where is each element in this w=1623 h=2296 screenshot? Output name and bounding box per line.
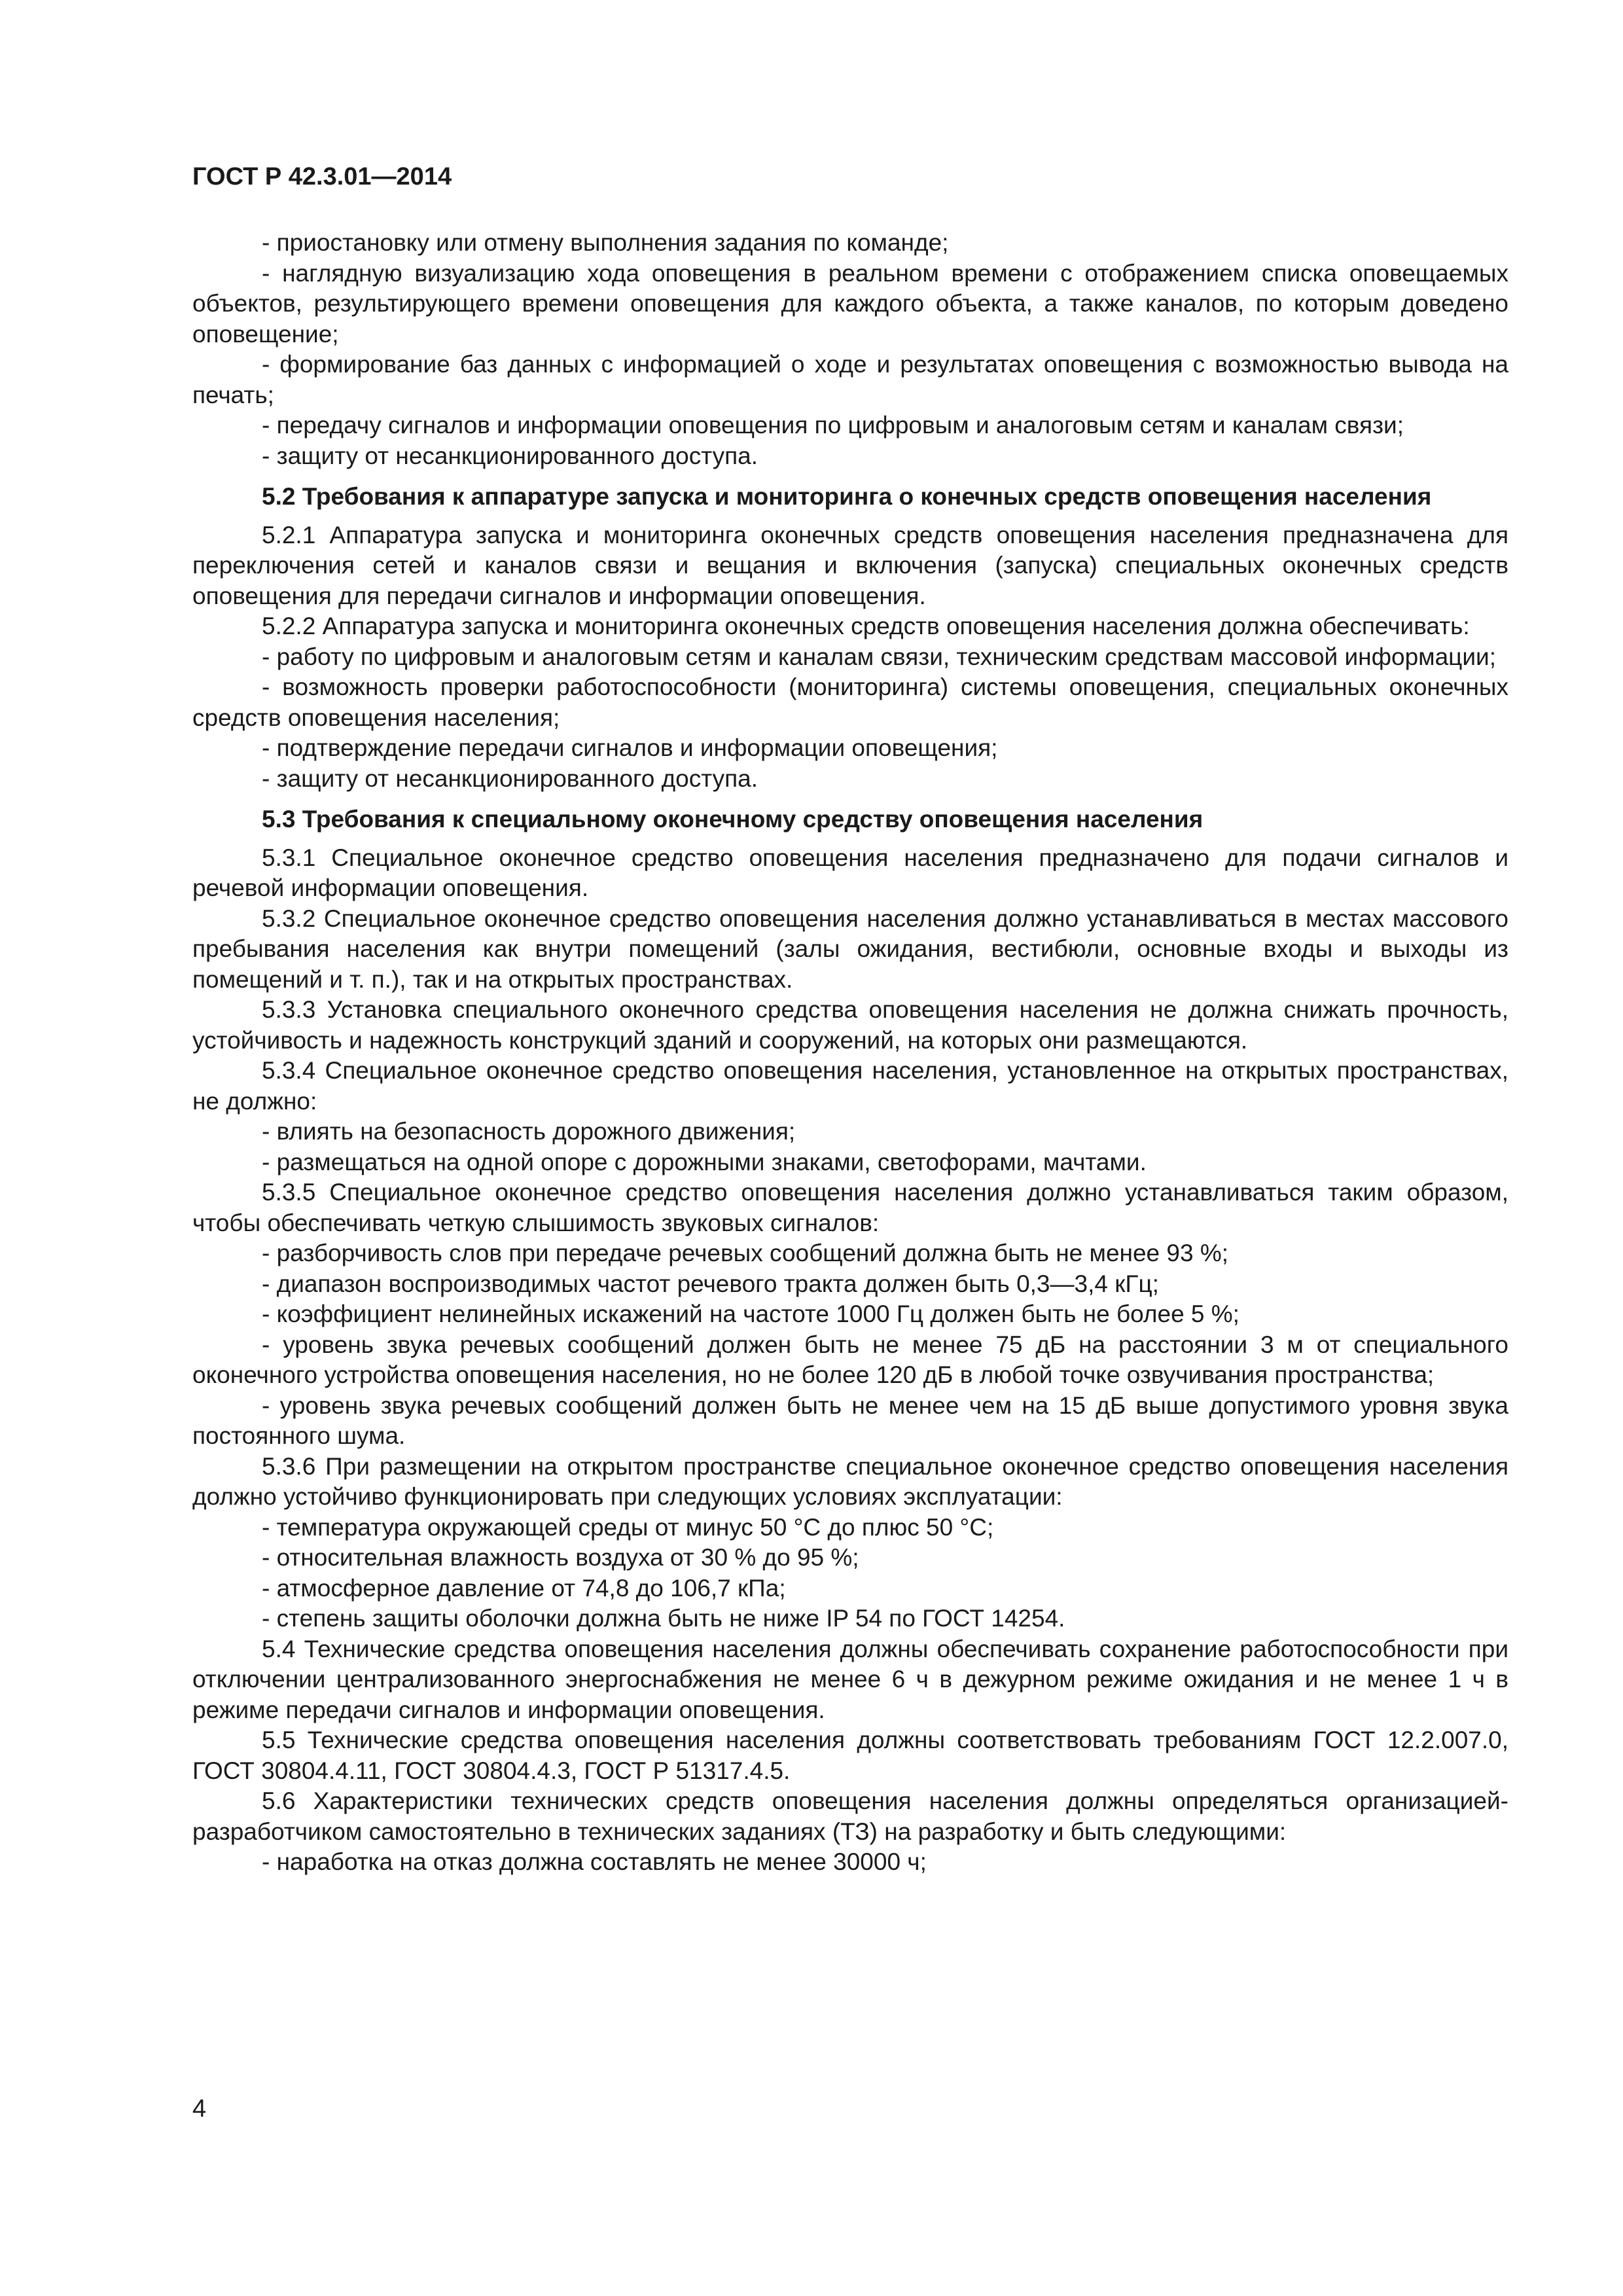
paragraph-5-4: 5.4 Технические средства оповещения населения должны обеспечивать сохранение работоспособности при отключении централизованного энергоснабжения не менее 6 ч в дежурном режиме ожидания и не менее 1 ч в режиме передачи сигналов и информации оповещения. <box>192 1635 1508 1723</box>
list-item: - атмосферное давление от 74,8 до 106,7 кПа; <box>262 1574 786 1602</box>
list-item: - уровень звука речевых сообщений должен быть не менее чем на 15 дБ выше допустимого уровня звука постоянного шума. <box>192 1391 1508 1449</box>
list-item: - уровень звука речевых сообщений должен быть не менее 75 дБ на расстоянии 3 м от специального оконечного устройства оповещения населения, но не более 120 дБ в любой точке озвучивания пространства; <box>192 1331 1508 1388</box>
list-item: - передачу сигналов и информации оповещения по цифровым и аналоговым сетям и каналам связи; <box>262 412 1404 439</box>
list-item: - коэффициент нелинейных искажений на частоте 1000 Гц должен быть не более 5 %; <box>262 1300 1240 1327</box>
page-number: 4 <box>192 2095 207 2123</box>
paragraph-5-6: 5.6 Характеристики технических средств оповещения населения должны определяться организацией-разработчиком самостоятельно в технических заданиях (ТЗ) на разработку и быть следующими: <box>192 1787 1508 1845</box>
list-item: - наработка на отказ должна составлять не менее 30000 ч; <box>262 1848 927 1875</box>
paragraph-5-3-4: 5.3.4 Специальное оконечное средство оповещения населения, установленное на открытых пространствах, не должно: <box>192 1057 1508 1115</box>
paragraph-5-3-6: 5.3.6 При размещении на открытом пространстве специальное оконечное средство оповещения населения должно устойчиво функционировать при следующих условиях эксплуатации: <box>192 1452 1508 1510</box>
list-item: - приостановку или отмену выполнения задания по команде; <box>262 229 949 256</box>
paragraph-5-5: 5.5 Технические средства оповещения населения должны соответствовать требованиям ГОСТ 12.2.007.0, ГОСТ 30804.4.11, ГОСТ 30804.4.3, ГОСТ Р 51317.4.5. <box>192 1727 1508 1784</box>
list-item: - диапазон воспроизводимых частот речевого тракта должен быть 0,3—3,4 кГц; <box>262 1270 1159 1297</box>
list-item: - возможность проверки работоспособности (мониторинга) системы оповещения, специальных оконечных средств оповещения населения; <box>192 673 1508 731</box>
list-item: - формирование баз данных с информацией о ходе и результатах оповещения с возможностью вывода на печать; <box>192 351 1508 408</box>
paragraph-5-3-2: 5.3.2 Специальное оконечное средство оповещения населения должно устанавливаться в местах массового пребывания населения как внутри помещений (залы ожидания, вестибюли, основные входы и выходы из помещений и т. п.), так и на открытых пространствах. <box>192 905 1508 993</box>
document-body <box>192 228 1508 1878</box>
list-item: - размещаться на одной опоре с дорожными знаками, светофорами, мачтами. <box>262 1148 1147 1175</box>
list-item: - разборчивость слов при передаче речевых сообщений должна быть не менее 93 %; <box>262 1240 1229 1266</box>
list-item: - защиту от несанкционированного доступа. <box>262 764 758 792</box>
paragraph-5-3-3: 5.3.3 Установка специального оконечного средства оповещения населения не должна снижать прочность, устойчивость и надежность конструкций зданий и сооружений, на которых они размещаются. <box>192 996 1508 1054</box>
list-item: - защиту от несанкционированного доступа. <box>262 442 758 469</box>
list-item: - относительная влажность воздуха от 30 % до 95 %; <box>262 1544 859 1571</box>
section-heading-5-3: 5.3 Требования к специальному оконечному средству оповещения населения <box>262 806 1204 833</box>
paragraph-5-3-5: 5.3.5 Специальное оконечное средство оповещения населения должно устанавливаться таким образом, чтобы обеспечивать четкую слышимость звуковых сигналов: <box>192 1179 1508 1236</box>
list-item: - наглядную визуализацию хода оповещения в реальном времени с отображением списка оповещаемых объектов, результирующего времени оповещения для каждого объекта, а также каналов, по которым доведено оповещение; <box>192 259 1508 348</box>
document-header: ГОСТ Р 42.3.01—2014 <box>192 163 452 190</box>
section-heading-5-2: 5.2 Требования к аппаратуре запуска и мониторинга о конечных средств оповещения населения <box>262 483 1432 510</box>
paragraph-5-2-2: 5.2.2 Аппаратура запуска и мониторинга оконечных средств оповещения населения должна обеспечивать: <box>262 613 1470 639</box>
paragraph-5-3-1: 5.3.1 Специальное оконечное средство оповещения населения предназначено для подачи сигналов и речевой информации оповещения. <box>192 844 1508 901</box>
list-item: - подтверждение передачи сигналов и информации оповещения; <box>262 734 998 761</box>
paragraph-5-2-1: 5.2.1 Аппаратура запуска и мониторинга оконечных средств оповещения населения предназначена для переключения сетей и каналов связи и вещания и включения (запуска) специальных оконечных средств оповещения для передачи сигналов и информации оповещения. <box>192 521 1508 609</box>
list-item: - степень защиты оболочки должна быть не ниже IP 54 по ГОСТ 14254. <box>262 1605 1065 1632</box>
list-item: - влиять на безопасность дорожного движения; <box>262 1118 796 1145</box>
list-item: - температура окружающей среды от минус 50 °С до плюс 50 °С; <box>262 1513 994 1541</box>
list-item: - работу по цифровым и аналоговым сетям и каналам связи, техническим средствам массовой информации; <box>262 643 1496 670</box>
